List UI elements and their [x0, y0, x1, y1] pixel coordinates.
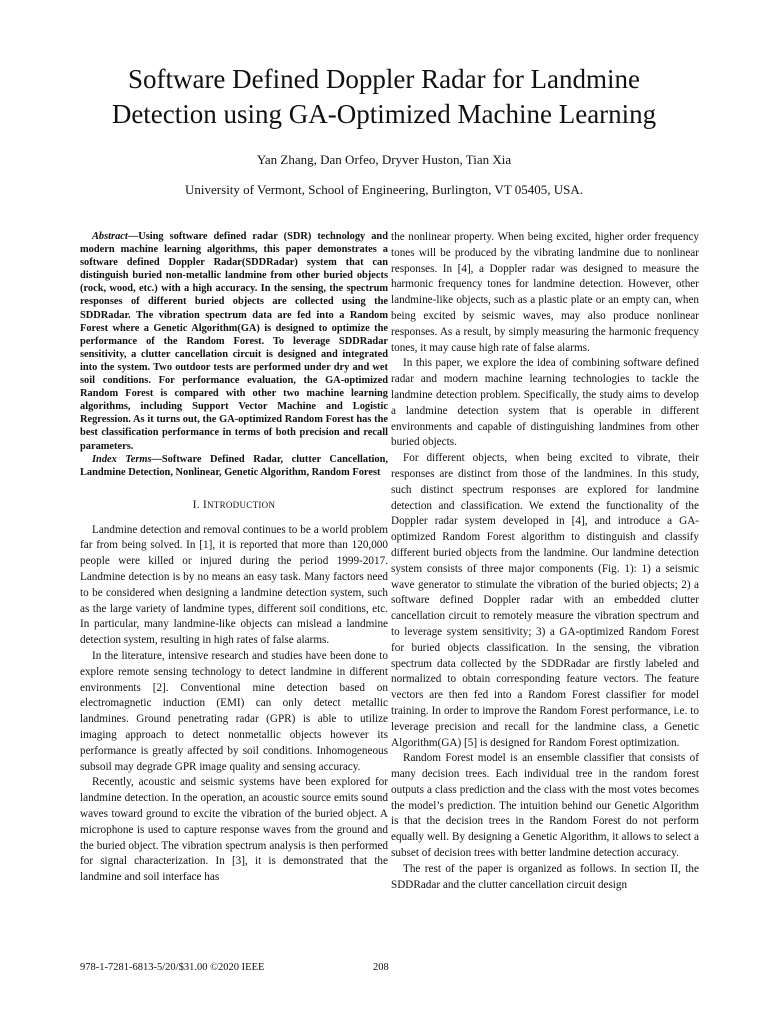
index-terms-label: Index Terms: [92, 453, 152, 465]
index-terms-text: —Software Defined Radar, clutter Cancellation, Landmine Detection, Nonlinear, Genetic Algorithm, Random Forest: [80, 453, 388, 478]
paragraph: In the literature, intensive research and studies have been done to explore remote sensing technology to detect landmine in different environments [2]. Conventional mine detection based on electromagnetic induction (EMI) can only detect metallic landmines. Ground penetrating radar (GPR) is able to utilize imaging approach to detect nonmetallic objects however its performance is greatly affected by soil conditions. Inhomogeneous subsoil may degrade GPR image quality and sensing accuracy.: [80, 649, 388, 773]
title-line-1: Software Defined Doppler Radar for Landmine: [127, 64, 641, 94]
section-title-first: I: [202, 498, 207, 511]
paragraph: For different objects, when being excited to vibrate, their responses are distinct from those of the landmines. In this study, such distinct spectrum responses are explored for landmine detection and classification. We extend the functionality of the Doppler radar system developed in [4], and introduce a GA-optimized Random Forest algorithm to distinguish and classify different buried objects from the landmine. Our landmine detection system consists of three major components (Fig. 1): 1) a seismic wave generator to stimulate the vibration of the buried objects; 2) a software defined Doppler radar with an embedded clutter cancellation circuit to remotely measure the vibration spectrum and to leverage system sensitivity; 3) a GA-optimized Random Forest for buried objects classification. In the sensing, the vibration spectrum data collected by the SDDRadar are firstly labeled and normalized to obtain corresponding feature vectors. The feature vectors are then fed into a Random Forest classifier for model training. In order to improve the Random Forest performance, i.e. to leverage precision and recall for the landmine class, a Genetic Algorithm(GA) [5] is designed for Random Forest optimization.: [391, 452, 699, 749]
section-heading: [80, 498, 388, 514]
paragraph: Landmine detection and removal continues to be a world problem far from being solved. In [1], it is reported that more than 120,000 people were killed or injured during the period 1999-2017. Landmine detection is by no means an easy task. Many factors need to be considered when designing a landmine detection system, such as the large variety of landmine types, different soil conditions, etc. In particular, many landmine-like objects can mislead a landmine detection system, resulting in high rates of false alarms.: [80, 523, 388, 647]
paragraph: The rest of the paper is organized as follows. In section II, the SDDRadar and the clutter cancellation circuit design: [391, 862, 699, 891]
section-title-rest: NTRODUCTION: [206, 499, 276, 510]
abstract: [80, 230, 388, 453]
footer-isbn: 978-1-7281-6813-5/20/$31.00 ©2020 IEEE: [80, 962, 265, 973]
paragraph: In this paper, we explore the idea of combining software defined radar and modern machine learning technologies to tackle the landmine detection problem. Specifically, the study aims to develop a landmine detection system that is operable in different environments and capable of distinguishing landmines from other buried objects.: [391, 357, 699, 449]
paragraph: Recently, acoustic and seismic systems have been explored for landmine detection. In the operation, an acoustic source emits sound waves toward ground to excite the vibration of the buried object. A microphone is used to capture response waves from the ground and the buried object. The vibration spectrum analysis is then performed for signal characterization. In [3], it is demonstrated that the landmine and soil interface has: [80, 776, 388, 884]
page-number: 208: [373, 962, 389, 973]
paragraph: Random Forest model is an ensemble classifier that consists of many decision trees. Each individual tree in the random forest outputs a class prediction and the class with the most votes becomes the model’s prediction. The intuition behind our Genetic Algorithm is that the decision trees in the Random Forest do not perform equally well. By designing a Genetic Algorithm, it allows to select a subset of decision trees with better landmine detection accuracy.: [391, 752, 699, 860]
title-line-2: Detection using GA-Optimized Machine Learning: [111, 99, 657, 129]
paper-title: [40, 62, 728, 132]
right-column: [391, 230, 699, 893]
abstract-label: Abstract: [92, 231, 128, 242]
left-column: [80, 230, 388, 886]
index-terms: [80, 453, 388, 479]
paragraph: the nonlinear property. When being excited, higher order frequency tones will be produced by the vibrating landmine due to nonlinear responses. In [4], a Doppler radar was designed to measure the harmonic frequency tones for landmine detection. However, other landmine-like objects, such as a plastic plate or an empty can, when being excited by seismic waves, may also produce nonlinear responses. As a result, by simply measuring the harmonic frequency tones, it may cause high rate of false alarms.: [391, 231, 699, 354]
section-number: I.: [192, 498, 200, 511]
abstract-text: —Using software defined radar (SDR) technology and modern machine learning algorithms, this paper demonstrates a software defined Doppler Radar(SDDRadar) system that can distinguish buried non-metallic landmine from other buried objects (rock, wood, etc.) with a high accuracy. In the sensing, the spectrum responses of different buried objects are collected using the SDDRadar. The vibration spectrum data are fed into a Random Forest where a Genetic Algorithm(GA) is designed to optimize the performance of the Random Forest. To leverage SDDRadar sensitivity, a clutter cancellation circuit is designed and integrated into the system. Two outdoor tests are performed under dry and wet soil conditions. For performance evaluation, the GA-optimized Random Forest is compared with other two machine learning algorithms, including Support Vector Machine and Logistic Regression. As it turns out, the GA-optimized Random Forest has the best classification performance in terms of both precision and recall parameters.: [80, 231, 388, 452]
author-list: Yan Zhang, Dan Orfeo, Dryver Huston, Tian Xia: [256, 152, 512, 167]
affiliation: University of Vermont, School of Engineering, Burlington, VT 05405, USA.: [185, 182, 583, 197]
